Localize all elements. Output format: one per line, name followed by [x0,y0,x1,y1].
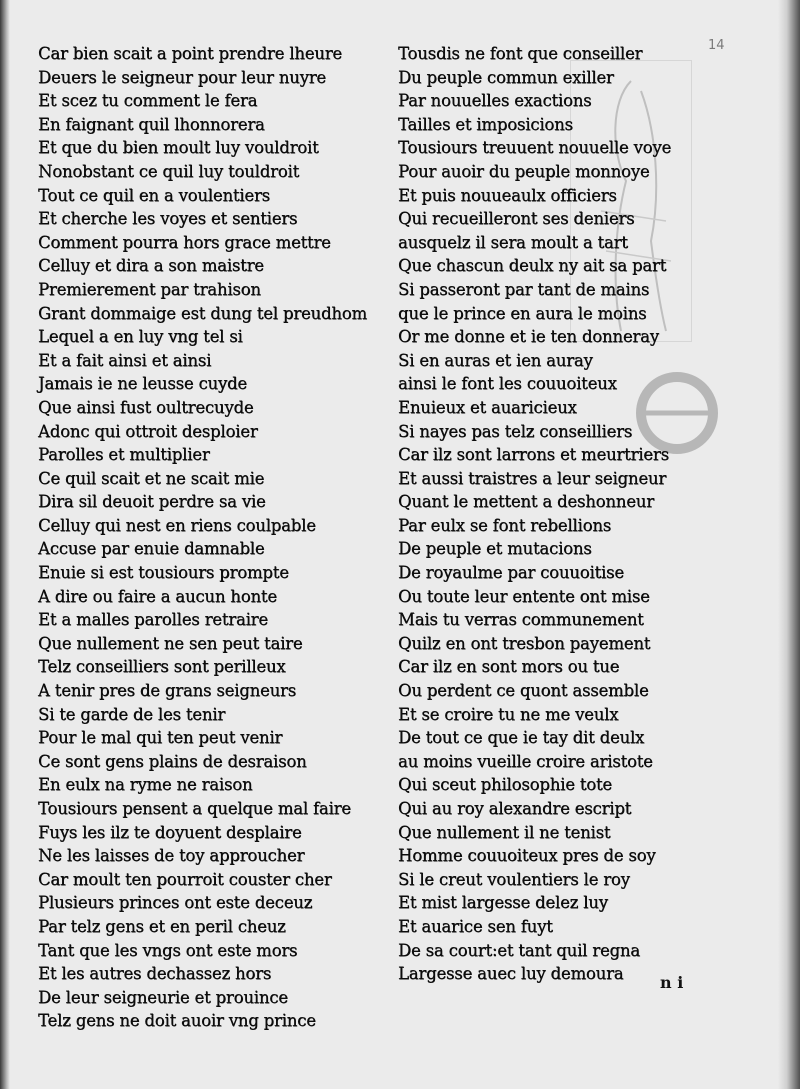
verse-line: Car bien scait a point prendre lheure [38,44,342,63]
verse-line: Car moult ten pourroit couster cher [38,869,332,889]
verse-line: Que ainsi fust oultrecuyde [38,397,254,417]
verse-line: Jamais ie ne leusse cuyde [38,374,247,394]
verse-line: Quilz en ont tresbon payement [398,633,651,653]
verse-line: Et scez tu comment le fera [38,91,258,111]
verse-line: Et que du bien moult luy vouldroit [38,138,319,158]
verse-line: Telz gens ne doit auoir vng prince [38,1011,316,1031]
verse-line: Grant dommaige est dung tel preudhom [38,303,367,323]
verse-line: que le prince en aura le moins [398,303,647,323]
verse-line: Car ilz en sont mors ou tue [398,657,620,677]
verse-line: Lequel a en luy vng tel si [38,327,243,347]
verse-line: Enuie si est tousiours prompte [38,563,289,583]
verse-line: Car ilz sont larrons et meurtriers [398,445,669,465]
page-binding-shadow [0,0,10,1089]
verse-line: Celluy qui nest en riens coulpable [38,515,316,535]
verse-line: Tant que les vngs ont este mors [38,940,298,960]
verse-line: Ne les laisses de toy approucher [38,846,305,866]
verse-line: Et a fait ainsi et ainsi [38,350,212,370]
verse-line: Tousdis ne font que conseiller [398,44,643,63]
verse-line: Si en auras et ien auray [398,350,593,370]
verse-line: Si passeront par tant de mains [398,279,650,299]
verse-line: Que nullement ne sen peut taire [38,633,303,653]
verse-line: Par telz gens et en peril cheuz [38,916,286,936]
verse-line: Plusieurs princes ont este deceuz [38,893,313,913]
verse-line: Or me donne et ie ten donneray [398,327,659,347]
verse-line: Parolles et multiplier [38,445,210,465]
verse-line: De tout ce que ie tay dit deulx [398,728,645,748]
verse-line: De sa court:et tant quil regna [398,940,640,960]
verse-line: Qui au roy alexandre escript [398,799,632,818]
verse-line: Deuers le seigneur pour leur nuyre [38,67,326,87]
verse-line: Tousiours treuuent nouuelle voye [398,138,672,158]
verse-line: En eulx na ryme ne raison [38,775,253,795]
verse-line: Ou perdent ce quont assemble [398,681,649,701]
verse-line: De royaulme par couuoitise [398,563,624,583]
verse-line: Si nayes pas telz conseilliers [398,421,633,441]
verse-line: Et se croire tu ne me veulx [398,704,619,724]
verse-line: Dira sil deuoit perdre sa vie [38,492,266,512]
verse-line: A tenir pres de grans seigneurs [38,681,296,701]
verse-line: Enuieux et auaricieux [398,397,577,417]
verse-line: Et puis nouueaulx officiers [398,185,617,205]
verse-line: Accuse par enuie damnable [38,539,265,559]
verse-line: Ce sont gens plains de desraison [38,751,307,771]
verse-line: Et a malles parolles retraire [38,610,268,630]
verse-line: Ou toute leur entente ont mise [398,586,650,606]
verse-line: Et mist largesse delez luy [398,893,608,913]
verse-line: Tousiours pensent a quelque mal faire [38,799,351,818]
verse-line: Pour auoir du peuple monnoye [398,161,650,181]
verse-line: Et les autres dechassez hors [38,964,272,984]
verse-line: Qui sceut philosophie tote [398,775,612,795]
verse-line: Mais tu verras communement [398,610,644,630]
verse-line: Par eulx se font rebellions [398,515,612,535]
verse-line: Homme couuoiteux pres de soy [398,846,656,866]
verse-line: Que chascun deulx ny ait sa part [398,256,667,276]
verse-line: Quant le mettent a deshonneur [398,492,654,512]
verse-line: Telz conseilliers sont perilleux [38,657,286,677]
verse-line: Qui recueilleront ses deniers [398,209,635,229]
verse-line: Ce quil scait et ne scait mie [38,468,265,488]
verse-line: De leur seigneurie et prouince [38,987,288,1007]
verse-line: Par nouuelles exactions [398,91,592,111]
verse-line: ausquelz il sera moult a tart [398,232,628,252]
verse-line: De peuple et mutacions [398,539,592,559]
signature-mark: n i [660,973,684,992]
verse-line: ainsi le font les couuoiteux [398,374,617,394]
left-text-column [38,42,368,1033]
folio-number: 14 [708,38,725,53]
verse-line: Et cherche les voyes et sentiers [38,209,298,229]
verse-line: Celluy et dira a son maistre [38,256,264,276]
verse-line: Tout ce quil en a voulentiers [38,185,270,205]
verse-line: Du peuple commun exiller [398,67,614,87]
verse-line: Adonc qui ottroit desploier [38,421,258,441]
right-text-column [398,42,718,986]
verse-line: En faignant quil lhonnorera [38,114,265,134]
page-edge-shadow [778,0,800,1089]
verse-line: Et aussi traistres a leur seigneur [398,468,666,488]
verse-line: Nonobstant ce quil luy touldroit [38,161,299,181]
verse-line: au moins vueille croire aristote [398,751,653,771]
verse-line: Si te garde de les tenir [38,704,226,724]
verse-line: Fuys les ilz te doyuent desplaire [38,822,302,842]
verse-line: Premierement par trahison [38,279,261,299]
verse-line: Et auarice sen fuyt [398,916,553,936]
verse-line: A dire ou faire a aucun honte [38,586,277,606]
verse-line: Si le creut voulentiers le roy [398,869,630,889]
verse-line: Tailles et imposicions [398,114,573,134]
verse-line: Largesse auec luy demoura [398,964,624,984]
verse-line: Pour le mal qui ten peut venir [38,728,283,748]
verse-line: Comment pourra hors grace mettre [38,232,331,252]
verse-line: Que nullement il ne tenist [398,822,611,842]
